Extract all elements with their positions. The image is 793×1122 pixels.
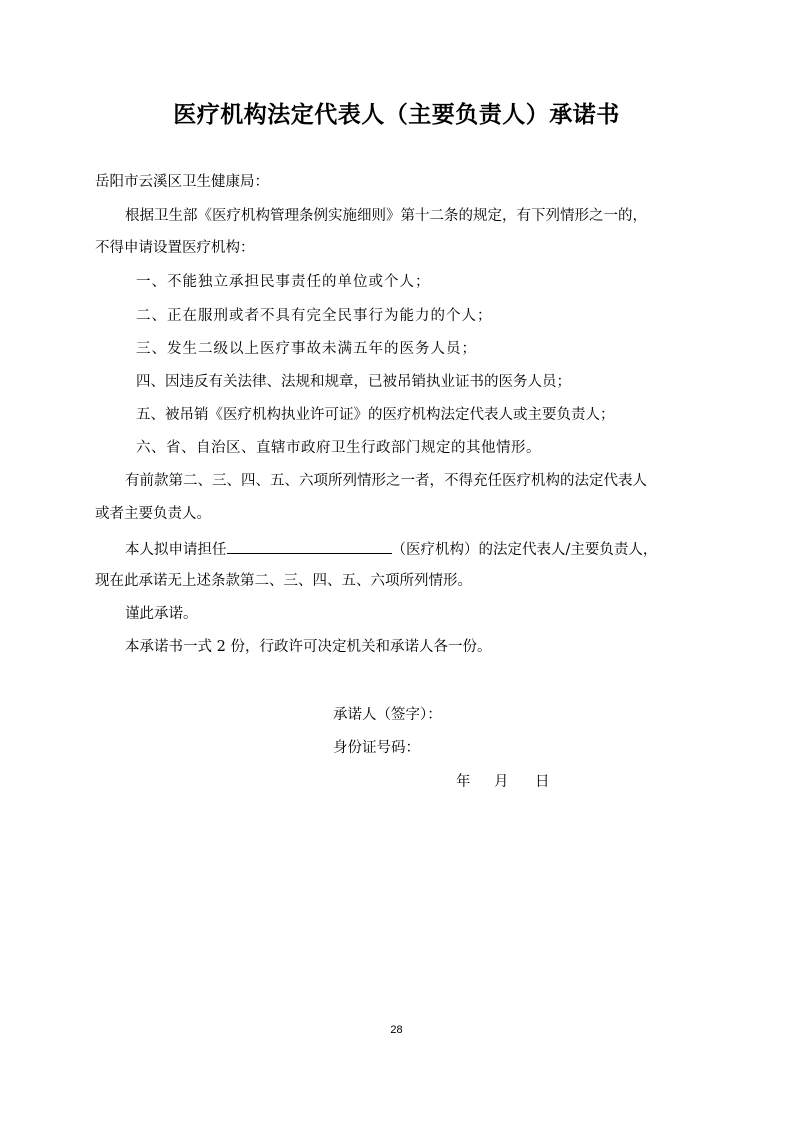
date-month-label: 月: [494, 774, 509, 790]
list-item: 四、因违反有关法律、法规和规章，已被吊销执业证书的医务人员；: [136, 374, 571, 390]
pledge-suffix: （医疗机构）的法定代表人/主要负责人，: [391, 542, 658, 558]
copies-note: 本承诺书一式 2 份，行政许可决定机关和承诺人各一份。: [125, 639, 492, 655]
pledge-paragraph-line-1: [125, 538, 657, 560]
institution-name-blank[interactable]: [227, 538, 392, 554]
addressee: 岳阳市云溪区卫生健康局：: [95, 174, 269, 190]
signature-label: 承诺人（签字）：: [333, 707, 442, 723]
page-number: 28: [390, 1024, 403, 1036]
date-year-label: 年: [456, 774, 471, 790]
closing-statement: 谨此承诺。: [125, 606, 198, 622]
list-item: 二、正在服刑或者不具有完全民事行为能力的个人；: [136, 308, 493, 324]
clause-paragraph-line-1: 有前款第二、三、四、五、六项所列情形之一者，不得充任医疗机构的法定代表人: [125, 473, 647, 489]
list-item: 五、被吊销《医疗机构执业许可证》的医疗机构法定代表人或主要负责人；: [136, 407, 615, 423]
list-item: 三、发生二级以上医疗事故未满五年的医务人员；: [136, 341, 477, 357]
intro-paragraph-line-2: 不得申请设置医疗机构：: [95, 240, 255, 256]
id-number-label: 身份证号码：: [333, 740, 420, 756]
document-title: 医疗机构法定代表人（主要负责人）承诺书: [173, 102, 620, 128]
intro-paragraph-line-1: 根据卫生部《医疗机构管理条例实施细则》第十二条的规定，有下列情形之一的，: [125, 208, 647, 224]
date-day-label: 日: [535, 774, 550, 790]
pledge-prefix: 本人拟申请担任: [125, 542, 227, 558]
list-item: 六、省、自治区、直辖市政府卫生行政部门规定的其他情形。: [136, 440, 541, 456]
clause-paragraph-line-2: 或者主要负责人。: [95, 506, 211, 522]
pledge-paragraph-line-2: 现在此承诺无上述条款第二、三、四、五、六项所列情形。: [95, 573, 472, 589]
list-item: 一、不能独立承担民事责任的单位或个人；: [136, 274, 431, 290]
